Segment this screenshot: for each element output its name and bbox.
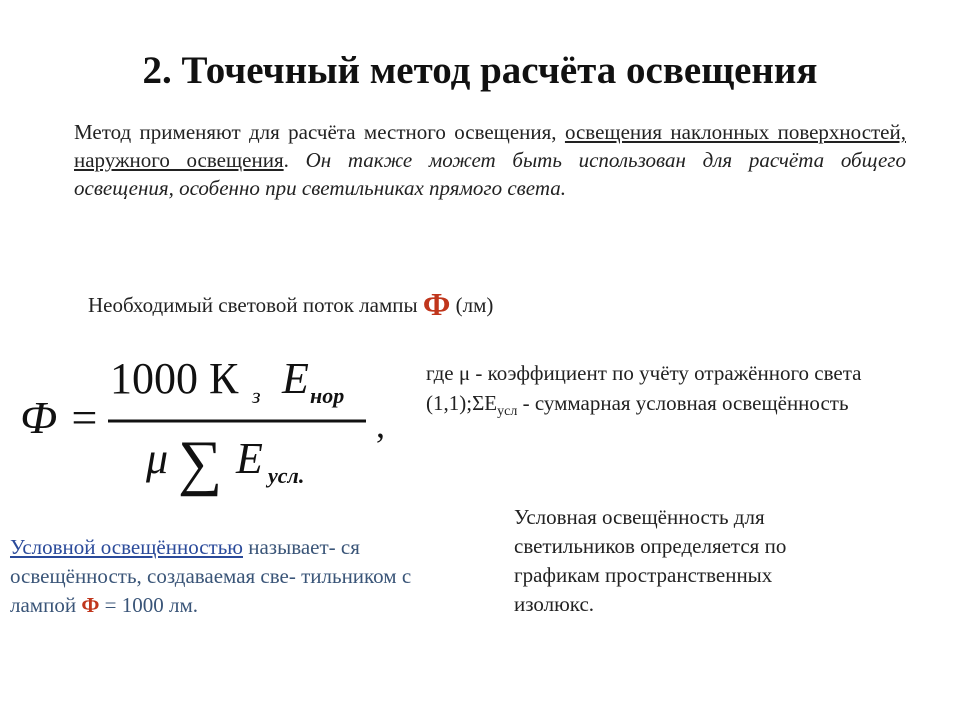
formula-sum: ∑	[178, 429, 223, 497]
intro-text-2: освещения наклонных поверхностей, наружного освещения	[74, 120, 906, 172]
formula-mu: μ	[146, 434, 169, 483]
formula-den-e: Е	[236, 434, 263, 483]
formula-lhs: Ф =	[20, 392, 100, 443]
conditional-illuminance-note: Условная освещённость для светильников определяется по графикам пространственных изолюкс.	[514, 505, 787, 616]
intro-text-1: Метод применяют для расчёта местного освещения,	[74, 120, 557, 144]
flux-symbol: Ф	[422, 286, 451, 322]
where-explanation	[426, 358, 896, 427]
definition-term: Условной освещённостью	[10, 535, 243, 559]
definition-symbol: Ф	[81, 593, 100, 617]
intro-text-4: Он также может быть использован для расчёта общего освещения, особенно при светильниках прямого света.	[74, 148, 906, 200]
where-text-1: где μ - коэффициент по учёту отражённого света (1,1);ΣЕ	[426, 361, 862, 415]
page-title: 2. Точечный метод расчёта освещения	[142, 49, 818, 92]
where-text-2: - суммарная условная освещённость	[517, 391, 849, 415]
formula-num-sub: з	[252, 383, 261, 408]
where-sub: усл	[497, 404, 518, 420]
definition-paragraph	[10, 533, 430, 620]
flux-line	[88, 286, 493, 323]
definition-text-1: называет- ся освещённость, создаваемая све- тильником с лампой	[10, 535, 412, 617]
definition-text-2: = 1000 лм.	[99, 593, 198, 617]
formula-numerator: 1000 К	[110, 354, 239, 403]
formula-e-nor-sub: нор	[310, 383, 345, 408]
intro-paragraph	[74, 118, 906, 202]
formula-comma: ,	[376, 405, 385, 445]
formula-e-nor: Е	[282, 354, 309, 403]
formula-den-e-sub: усл.	[268, 463, 305, 488]
flux-text: Необходимый световой поток лампы	[88, 293, 418, 317]
intro-text-3: .	[283, 148, 289, 172]
flux-formula	[10, 345, 410, 505]
flux-unit: (лм)	[455, 293, 494, 317]
